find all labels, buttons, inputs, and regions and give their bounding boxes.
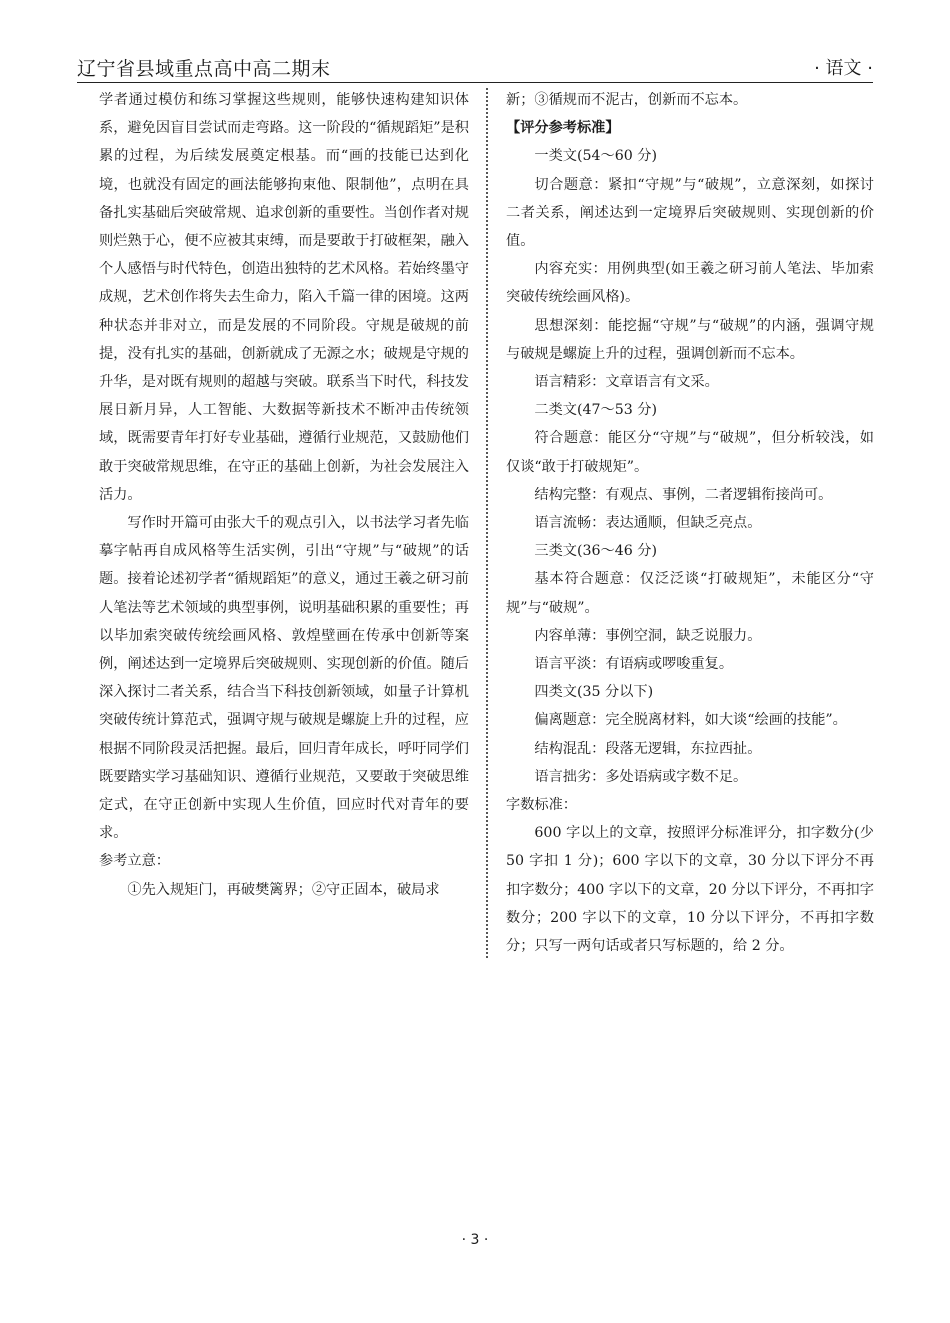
grade3-item: 基本符合题意：仅泛泛谈“打破规矩”，未能区分“守规”与“破规”。	[506, 571, 874, 616]
grade3-item: 内容单薄：事例空洞，缺乏说服力。	[534, 627, 762, 644]
grade4-title: 四类文(35 分以下)	[534, 684, 654, 701]
page-number: · 3 ·	[461, 1232, 489, 1248]
column-divider	[486, 88, 488, 958]
header-divider	[77, 82, 873, 83]
exam-title: 辽宁省县域重点高中高二期末	[77, 58, 331, 80]
word-count-text: 600 字以上的文章，按照评分标准评分，扣字数分(少 50 字扣 1 分)；600 字以下的文章，30 分以下评分不再扣字数分；400 字以下的文章，20 分以下评分，不再扣字数分；200 字以下的文章，10 分以下评分，不再扣字数分；只写一两句话或者只写标题的，给 2 分。	[506, 825, 874, 955]
grade4-item: 结构混乱：段落无逻辑，东拉西扯。	[534, 740, 762, 757]
grade4-item: 语言拙劣：多处语病或字数不足。	[534, 768, 748, 785]
page-header	[77, 54, 873, 80]
reference-theme-continuation: 新；③循规而不泥古，创新而不忘本。	[506, 92, 748, 108]
reference-theme-heading: 参考立意：	[99, 853, 170, 870]
rubric-heading: 【评分参考标准】	[506, 120, 620, 137]
grade4-item: 偏离题意：完全脱离材料，如大谈“绘画的技能”。	[534, 712, 847, 729]
subject-label: · 语文 ·	[814, 58, 873, 79]
writing-guide-paragraph: 写作时开篇可由张大千的观点引入，以书法学习者先临摹字帖再自成风格等生活实例，引出“守规”与“破规”的话题。接着论述初学者“循规蹈矩”的意义，通过王羲之研习前人笔法等艺术领域的典型事例，说明基础积累的重要性；再以毕加索突破传统绘画风格、敦煌壁画在传承中创新等案例，阐述达到一定境界后突破规则、实现创新的价值。随后深入探讨二者关系，结合当下科技创新领域，如量子计算机突破传统计算范式，强调守规与破规是螺旋上升的过程，应根据不同阶段灵活把握。最后，回归青年成长，呼吁同学们既要踏实学习基础知识、遵循行业规范，又要敢于突破思维定式，在守正创新中实现人生价值，回应时代对青年的要求。	[99, 515, 469, 842]
word-count-heading: 字数标准：	[506, 797, 577, 814]
right-column	[506, 86, 874, 960]
grade1-title: 一类文(54～60 分)	[534, 148, 658, 165]
grade2-item: 符合题意：能区分“守规”与“破规”，但分析较浅，如仅谈“敢于打破规矩”。	[506, 430, 874, 475]
essay-analysis-paragraph: 学者通过模仿和练习掌握这些规则，能够快速构建知识体系，避免因盲目尝试而走弯路。这一阶段的“循规蹈矩”是积累的过程，为后续发展奠定根基。而“画的技能已达到化境，也就没有固定的画法能够拘束他、限制他”，点明在具备扎实基础后突破常规、追求创新的重要性。当创作者对规则烂熟于心，便不应被其束缚，而是要敢于打破框架，融入个人感悟与时代特色，创造出独特的艺术风格。若始终墨守成规，艺术创作将失去生命力，陷入千篇一律的困境。这两种状态并非对立，而是发展的不同阶段。守规是破规的前提，没有扎实的基础，创新就成了无源之水；破规是守规的升华，是对既有规则的超越与突破。联系当下时代，科技发展日新月异，人工智能、大数据等新技术不断冲击传统领域，既需要青年打好专业基础，遵循行业规范，又鼓励他们敢于突破常规思维，在守正的基础上创新，为社会发展注入活力。	[99, 92, 469, 503]
grade3-item: 语言平淡：有语病或啰唆重复。	[534, 656, 734, 673]
grade1-item: 内容充实：用例典型(如王羲之研习前人笔法、毕加索突破传统绘画风格)。	[506, 261, 874, 306]
grade2-title: 二类文(47～53 分)	[534, 402, 658, 419]
grade3-title: 三类文(36～46 分)	[534, 543, 658, 560]
grade2-item: 语言流畅：表达通顺，但缺乏亮点。	[534, 515, 762, 532]
grade1-item: 思想深刻：能挖掘“守规”与“破规”的内涵，强调守规与破规是螺旋上升的过程，强调创新而不忘本。	[506, 317, 874, 362]
left-column	[99, 86, 469, 904]
grade2-item: 结构完整：有观点、事例，二者逻辑衔接尚可。	[534, 486, 833, 503]
reference-theme-items: ①先入规矩门，再破樊篱界；②守正固本，破局求	[127, 881, 440, 898]
grade1-item: 语言精彩：文章语言有文采。	[534, 374, 719, 391]
grade1-item: 切合题意：紧扣“守规”与“破规”，立意深刻，如探讨二者关系，阐述达到一定境界后突破规则、实现创新的价值。	[506, 176, 874, 250]
